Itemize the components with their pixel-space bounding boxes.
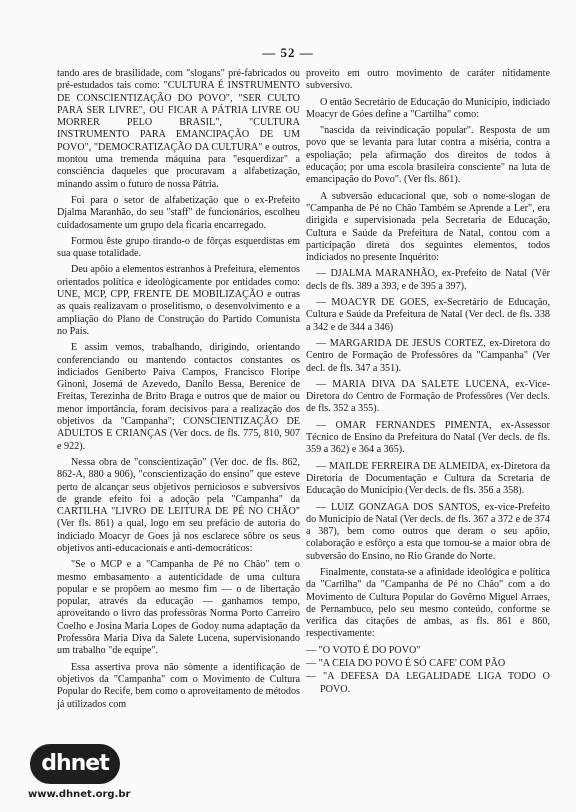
paragraph: Nessa obra de "conscientização" (Ver doc. de fls. 862, 862-A, 880 a 906), "conscientização do ensino" que esteve perto de alcançar seus objetivos perniciosos e subversivos de grande efeito foi a adoção pela "Campanha" da CARTILHA "LIVRO DE LEITURA DE PÉ NO CHÃO" (Ver fls. 861) a qual, logo em seu prefácio de autoria do indiciado Moacyr de Goes já nos esclarece sôbre os seus objetivos anti-educacionais e anti-democráticos: <box>57 456 300 554</box>
slogan-quote: — "A DEFESA DA LEGALIDADE LIGA TODO O POVO. <box>306 671 550 695</box>
dhnet-logo-badge: dhnet <box>30 744 120 784</box>
slogan-quote: — "A CEIA DO POVO É SÓ CAFE' COM PÃO <box>306 658 506 670</box>
left-column <box>57 68 300 715</box>
indicted-person-item: — MOACYR DE GOES, ex-Secretário de Educação, Cultura e Saúde da Prefeitura de Natal (Ver decl. de fls. 338 a 342 e de 344 a 346) <box>306 297 550 333</box>
indicted-person-item: — DJALMA MARANHÃO, ex-Prefeito de Natal (Vêr decls de fls. 389 a 393, e de 395 a 397). <box>306 268 550 292</box>
paragraph: A subversão educacional que, sob o nome-slogan de "Campanha de Pé no Chão Também se Aprende a Ler", era dirigida e supervisionada pela Secretaria de Educação, Cultura e Saúde da Prefeitura de Natal, contou com a participação direta dos seguintes elementos, todos indiciados no presente Inquérito: <box>306 190 550 264</box>
quoted-paragraph: "nascida da reivindicação popular". Resposta de um povo que se levanta para lutar contra a miséria, contra a espoliação; pela afirmação dos direitos de todos à educação; por uma escola brasileira consciente" na luta de emancipação do Povo". (Ver fls. 861). <box>306 125 550 186</box>
paragraph: Deu apôio a elementos estranhos à Prefeitura, elementos orientados política e ideològicamente por entidades como: UNE, MCP, CPP, FRENTE DE MOBILIZAÇÃO e outras as quais realizavam o proselitismo, o desenvolvimento e a ampliação do Plano de Construção do Partido Comunista no País. <box>57 264 300 337</box>
slogan-quote: — "O VOTO É DO POVO" <box>306 644 421 656</box>
indicted-person-item: — MARGARIDA DE JESUS CORTEZ, ex-Diretora do Centro de Formação de Professôres da "Campanha" (Ver decl. de fls. 347 a 351). <box>306 337 550 374</box>
paragraph: Foi para o setor de alfabetização que o ex-Prefeito Djalma Maranhão, do seu "staff" de funcionários, escolheu cuidadosamente um grupo dela ficaria encarregado. <box>57 194 300 231</box>
paragraph: Formou êste grupo tirando-o de fôrças esquerdistas em sua quase totalidade. <box>57 235 300 260</box>
paragraph: O então Secretário de Educação do Município, indiciado Moacyr de Góes define a "Cartilha" como: <box>306 96 550 120</box>
indicted-person-item: — MAILDE FERREIRA DE ALMEIDA, ex-Diretora da Diretoria de Documentação e Cultura da Scretaria de Educação do Município (Ver decls. de fls. 356 a 358). <box>306 460 550 497</box>
dhnet-url[interactable]: www.dhnet.org.br <box>28 789 131 800</box>
dhnet-logo[interactable] <box>28 744 140 806</box>
indicted-person-item: — LUIZ GONZAGA DOS SANTOS, ex-vice-Prefeito do Município de Natal (Ver decls. de fls. 367 a 372 e de 374 a 387), bem como outros que deram o seu apôio, colaboração e esfôrço a esta que tornou-se a maior obra de subversão do Ensino, no Rio Grande do Norte. <box>306 501 550 562</box>
page-number: — 52 — <box>262 45 314 60</box>
indicted-person-item: — OMAR FERNANDES PIMENTA, ex-Assessor Técnico de Ensino da Prefeitura do Natal (Ver decls. de fls. 359 a 362) e 364 a 365). <box>306 419 550 456</box>
quoted-paragraph: "Se o MCP e a "Campanha de Pé no Chão" tem o mesmo embasamento a autenticidade de uma cultura popular e se propõem ao mesmo fim — o de libertação popular, através da educação — ganhamos tempo, aproveitando o livro das professôras Norma Porto Carreiro Coelho e Josina Maria Lopes de Godoy numa adaptação da Professôra Maria Diva da Salete Lucena, supervisionando um trabalho "de equipe". <box>57 559 300 657</box>
paragraph: Finalmente, constata-se a afinidade ideológica e política da "Cartilha" da "Campanha de Pé no Chão" com a do Movimento de Cultura Popular do Govêrno Miguel Arraes, de Pernambuco, pelo seu mesmo conteúdo, conforme se verifica das citações de ambas, as fls. 861 e 860, respectivamente: <box>306 566 550 640</box>
paragraph: E assim vemos, trabalhando, dirigindo, orientando conferenciando ou mantendo contactos constantes os indiciados Geniberto Paiva Campos, Francisco Floripe Ginoni, Josemá de Azevedo, Danilo Bessa, Berenice de Freitas, Terezinha de Brito Braga e outros que de maior ou menor importância, foram decisivos para a realização dos objetivos da "Campanha"; CONSCIENTIZAÇÃO DE ADULTOS E CRIANÇAS (Ver docs. de fls. 775, 810, 907 e 922). <box>57 342 300 452</box>
paragraph: Essa assertiva prova não sòmente a identificação de objetivos da "Campanha" com o Movimento de Cultura Popular do Recife, bem como o aproveitamento de métodos já utilizados com <box>57 661 300 710</box>
indicted-person-item: — MARIA DIVA DA SALETE LUCENA, ex-Vice-Diretora do Centro de Formação de Professôres (Ver decls. de fls. 352 a 355). <box>306 378 550 415</box>
paragraph: proveito em outro movimento de caráter nitidamente subversivo. <box>306 68 550 92</box>
right-column <box>306 68 550 697</box>
paragraph: tando ares de brasilidade, com "slogans" pré-fabricados ou pré-estudados tais como: "CULTURA É INSTRUMENTO DE CONSCIENTIZAÇÃO DO POVO", "SER CULTO PARA SER LIVRE", OU FICAR A PÁTRIA LIVRE OU MORRER PELO BRASIL", "CULTURA INSTRUMENTO PARA EMANCIPAÇÃO DE UM POVO", "DEMOCRATIZAÇÃO DA CULTURA" e outros, montou uma tremenda máquina para "esquerdizar" a consciência daqueles que procuravam a alfabetização, minando assim o futuro de nossa Pátria. <box>57 68 300 190</box>
